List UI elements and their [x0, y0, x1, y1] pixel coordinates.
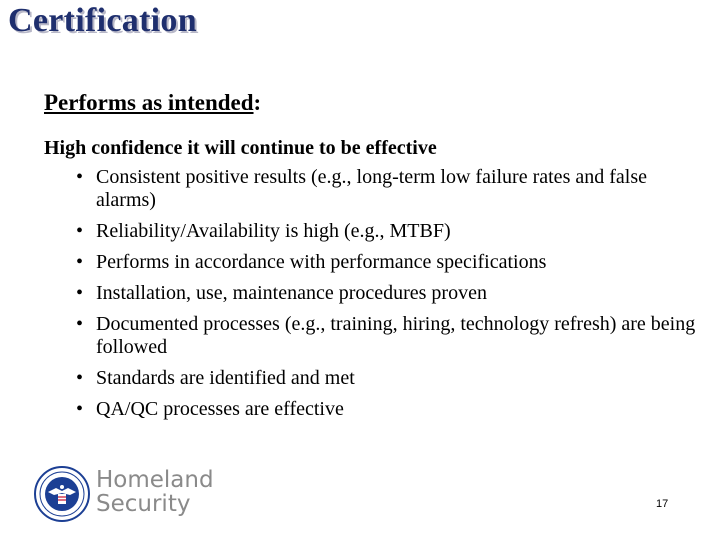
bullet-dot: • [76, 367, 84, 389]
subheading [44, 90, 261, 116]
bullet-text: QA/QC processes are effective [96, 398, 344, 420]
bullet-dot: • [76, 251, 84, 273]
bullet-text: Consistent positive results (e.g., long-term low failure rates and false alarms) [96, 166, 647, 211]
bullet-item [76, 282, 706, 305]
bullet-dot: • [76, 313, 84, 335]
dhs-seal-icon [34, 466, 90, 522]
bullet-item [76, 367, 706, 390]
bullet-list [76, 166, 706, 429]
bullet-dot: • [76, 166, 84, 188]
logo-line-security: Security [96, 491, 191, 517]
bullet-item [76, 398, 706, 421]
bullet-dot: • [76, 398, 84, 420]
subheading-colon: : [253, 90, 262, 115]
bullet-text: Performs in accordance with performance specifications [96, 251, 547, 273]
bullet-item [76, 313, 706, 359]
bullet-dot: • [76, 282, 84, 304]
bullet-item [76, 166, 706, 212]
bullet-item [76, 220, 706, 243]
page-number: 17 [656, 498, 669, 510]
slide-title: Certification [8, 2, 197, 39]
bullet-text: Documented processes (e.g., training, hiring, technology refresh) are being followed [96, 313, 696, 358]
bullet-text: Installation, use, maintenance procedures proven [96, 282, 487, 304]
intro-text: High confidence it will continue to be effective [44, 137, 437, 159]
logo-line-homeland: Homeland [96, 467, 214, 493]
subheading-text: Performs as intended [44, 90, 254, 115]
bullet-text: Standards are identified and met [96, 367, 355, 389]
bullet-text: Reliability/Availability is high (e.g., MTBF) [96, 220, 451, 242]
homeland-security-logo [34, 466, 234, 522]
logo-wordmark [96, 468, 214, 516]
bullet-item [76, 251, 706, 274]
bullet-dot: • [76, 220, 84, 242]
